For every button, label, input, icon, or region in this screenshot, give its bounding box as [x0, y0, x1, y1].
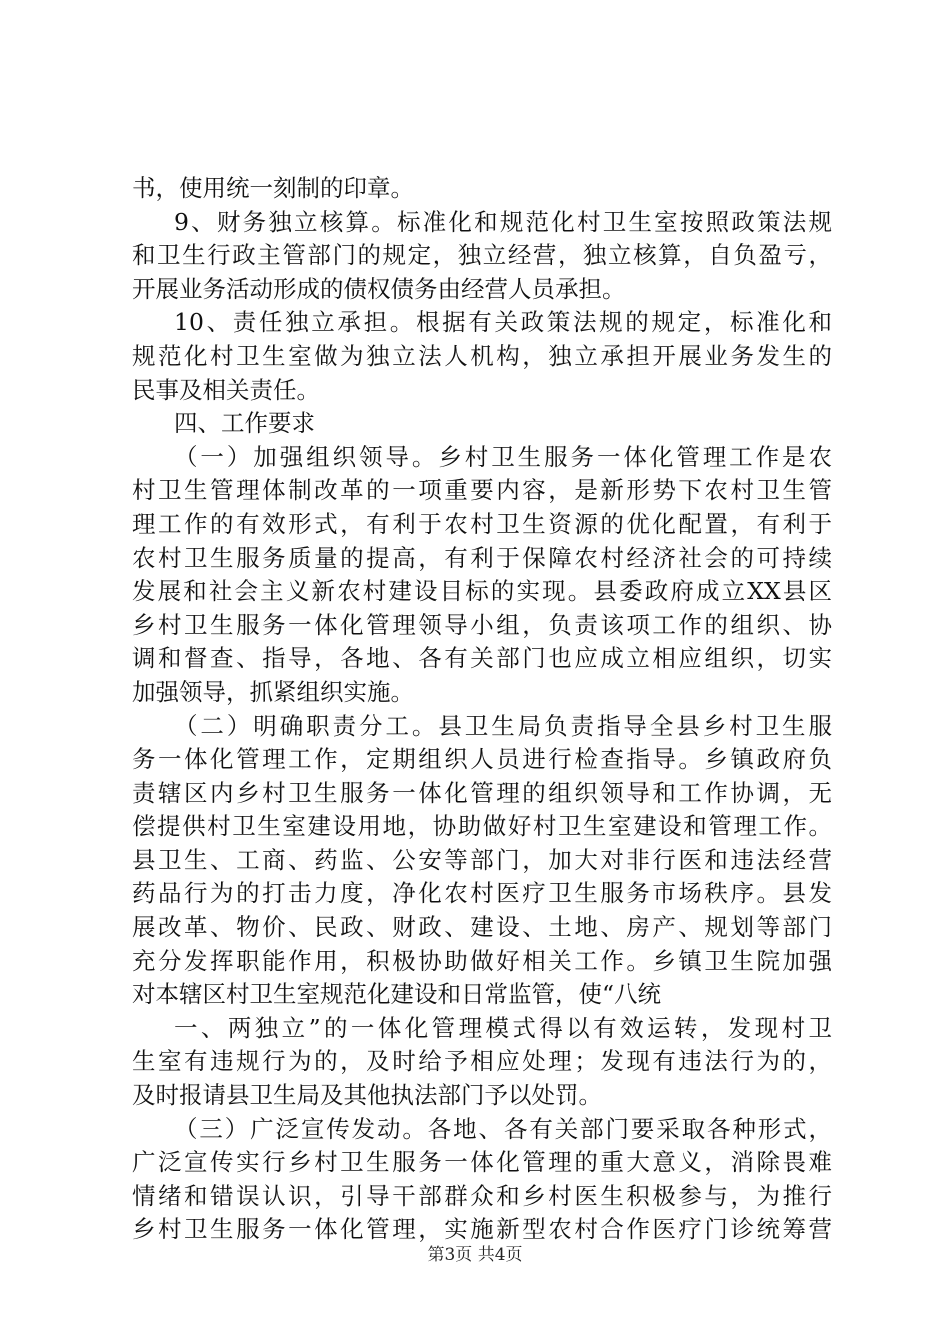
text-line: 对本辖区村卫生室规范化建设和日常监管，使“八统 [132, 980, 662, 1009]
text-line: 务一体化管理工作，定期组织人员进行检查指导。乡镇政府负 [132, 745, 832, 774]
text-line: 开展业务活动形成的债权债务由经营人员承担。 [132, 274, 626, 303]
text-line: 理工作的有效形式，有利于农村卫生资源的优化配置，有利于 [132, 509, 832, 538]
text-line: 加强领导，抓紧组织实施。 [132, 677, 414, 706]
text-line: 和卫生行政主管部门的规定，独立经营，独立核算，自负盈亏， [132, 241, 832, 270]
text-line: 民事及相关责任。 [132, 375, 320, 404]
text-line: 情绪和错误认识，引导干部群众和乡村医生积极参与，为推行 [132, 1181, 832, 1210]
text-line: 农村卫生服务质量的提高，有利于保障农村经济社会的可持续 [132, 543, 832, 572]
text-line: 书，使用统一刻制的印章。 [132, 174, 414, 202]
text-line: 规范化村卫生室做为独立法人机构，独立承担开展业务发生的 [132, 341, 832, 370]
text-line: 一、两独立”的一体化管理模式得以有效运转，发现村卫 [174, 1013, 832, 1042]
text-line: 广泛宣传实行乡村卫生服务一体化管理的重大意义，消除畏难 [132, 1148, 832, 1177]
text-line: 四、工作要求 [174, 409, 315, 438]
text-line: （二）明确职责分工。县卫生局负责指导全县乡村卫生服 [174, 711, 832, 740]
text-line: 责辖区内乡村卫生服务一体化管理的组织领导和工作协调，无 [132, 778, 832, 807]
text-line: （一）加强组织领导。乡村卫生服务一体化管理工作是农 [174, 442, 832, 471]
text-line: 发展和社会主义新农村建设目标的实现。县委政府成立XX县区 [132, 577, 832, 606]
text-line: 9、财务独立核算。标准化和规范化村卫生室按照政策法规 [174, 207, 832, 236]
text-line: 调和督查、指导，各地、各有关部门也应成立相应组织，切实 [132, 644, 832, 673]
text-line: 生室有违规行为的，及时给予相应处理；发现有违法行为的， [132, 1047, 832, 1076]
text-line: 10、责任独立承担。根据有关政策法规的规定，标准化和 [174, 308, 832, 337]
text-line: 县卫生、工商、药监、公安等部门，加大对非行医和违法经营 [132, 845, 832, 874]
text-line: 乡村卫生服务一体化管理领导小组，负责该项工作的组织、协 [132, 610, 832, 639]
document-body [132, 172, 832, 1247]
text-line: 及时报请县卫生局及其他执法部门予以处罚。 [132, 1081, 602, 1110]
text-line: 村卫生管理体制改革的一项重要内容，是新形势下农村卫生管 [132, 476, 832, 505]
text-line: 乡村卫生服务一体化管理，实施新型农村合作医疗门诊统筹营 [132, 1215, 832, 1244]
text-line: （三）广泛宣传发动。各地、各有关部门要采取各种形式， [174, 1114, 832, 1143]
text-line: 药品行为的打击力度，净化农村医疗卫生服务市场秩序。县发 [132, 879, 832, 908]
text-line: 偿提供村卫生室建设用地，协助做好村卫生室建设和管理工作。 [132, 812, 832, 841]
text-line: 充分发挥职能作用，积极协助做好相关工作。乡镇卫生院加强 [132, 946, 832, 975]
page-footer: 第3页 共4页 [427, 1245, 523, 1265]
text-line: 展改革、物价、民政、财政、建设、土地、房产、规划等部门 [132, 913, 832, 942]
